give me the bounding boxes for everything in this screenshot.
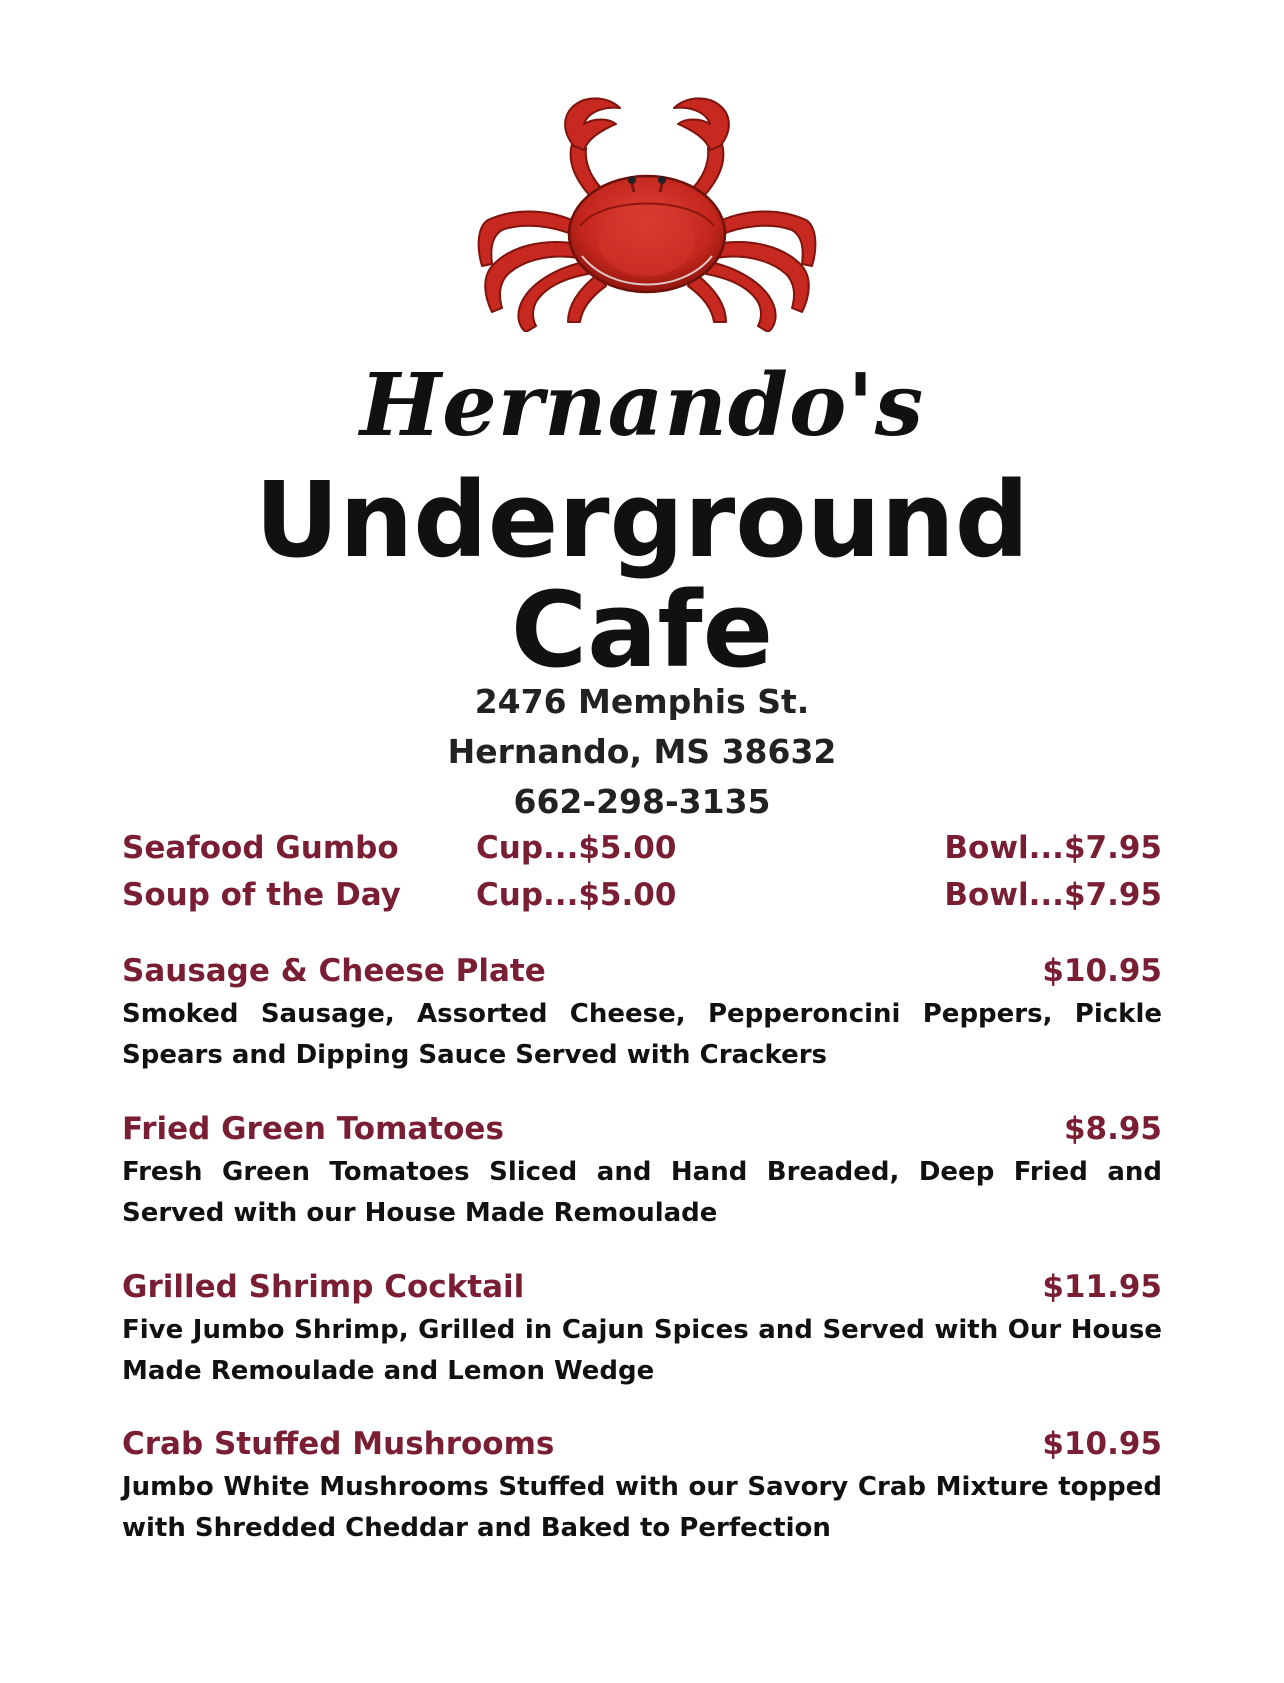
- menu-item: [122, 1106, 1162, 1234]
- address-street: 2476 Memphis St.: [474, 682, 810, 721]
- soup-bowl-price: Bowl...$7.95: [944, 830, 1162, 866]
- menu-item-name: Fried Green Tomatoes: [122, 1111, 504, 1147]
- address-city: Hernando, MS 38632: [447, 732, 837, 771]
- soup-row: [122, 826, 1162, 870]
- menu-item-price: $11.95: [1042, 1269, 1162, 1305]
- menu-item-header: [122, 948, 1162, 994]
- menu-item-description: Five Jumbo Shrimp, Grilled in Cajun Spices and Served with Our House Made Remoulade and Lemon Wedge: [122, 1315, 1162, 1386]
- soup-cup-price: Cup...$5.00: [476, 877, 677, 913]
- menu-item-name: Sausage & Cheese Plate: [122, 953, 546, 989]
- red-crab-icon: [462, 96, 832, 332]
- menu-item: [122, 948, 1162, 1076]
- menu-item-description: Smoked Sausage, Assorted Cheese, Pepperoncini Peppers, Pickle Spears and Dipping Sauce Served with Crackers: [122, 999, 1162, 1070]
- menu-item-header: [122, 1264, 1162, 1310]
- soup-cup-price: Cup...$5.00: [476, 830, 677, 866]
- menu-item-price: $10.95: [1042, 953, 1162, 989]
- script-name: Hernando's: [359, 355, 925, 456]
- menu-item-header: [122, 1421, 1162, 1467]
- menu-item-name: Crab Stuffed Mushrooms: [122, 1426, 555, 1462]
- menu-item-description: Fresh Green Tomatoes Sliced and Hand Breaded, Deep Fried and Served with our House Made Remoulade: [122, 1157, 1162, 1228]
- menu-item: [122, 1421, 1162, 1549]
- menu-item-name: Grilled Shrimp Cocktail: [122, 1269, 525, 1305]
- soup-name: Seafood Gumbo: [122, 830, 399, 866]
- menu-item-price: $10.95: [1042, 1426, 1162, 1462]
- soup-name: Soup of the Day: [122, 877, 401, 913]
- soup-bowl-price: Bowl...$7.95: [944, 877, 1162, 913]
- menu-item-price: $8.95: [1063, 1111, 1162, 1147]
- menu-item-header: [122, 1106, 1162, 1152]
- soup-row: [122, 873, 1162, 917]
- menu-item: [122, 1264, 1162, 1392]
- menu-item-description: Jumbo White Mushrooms Stuffed with our Savory Crab Mixture topped with Shredded Cheddar and Baked to Perfection: [122, 1472, 1162, 1543]
- title-line-2: Cafe: [510, 569, 774, 691]
- phone-number: 662-298-3135: [513, 782, 771, 821]
- title-line-1: Underground: [254, 459, 1030, 581]
